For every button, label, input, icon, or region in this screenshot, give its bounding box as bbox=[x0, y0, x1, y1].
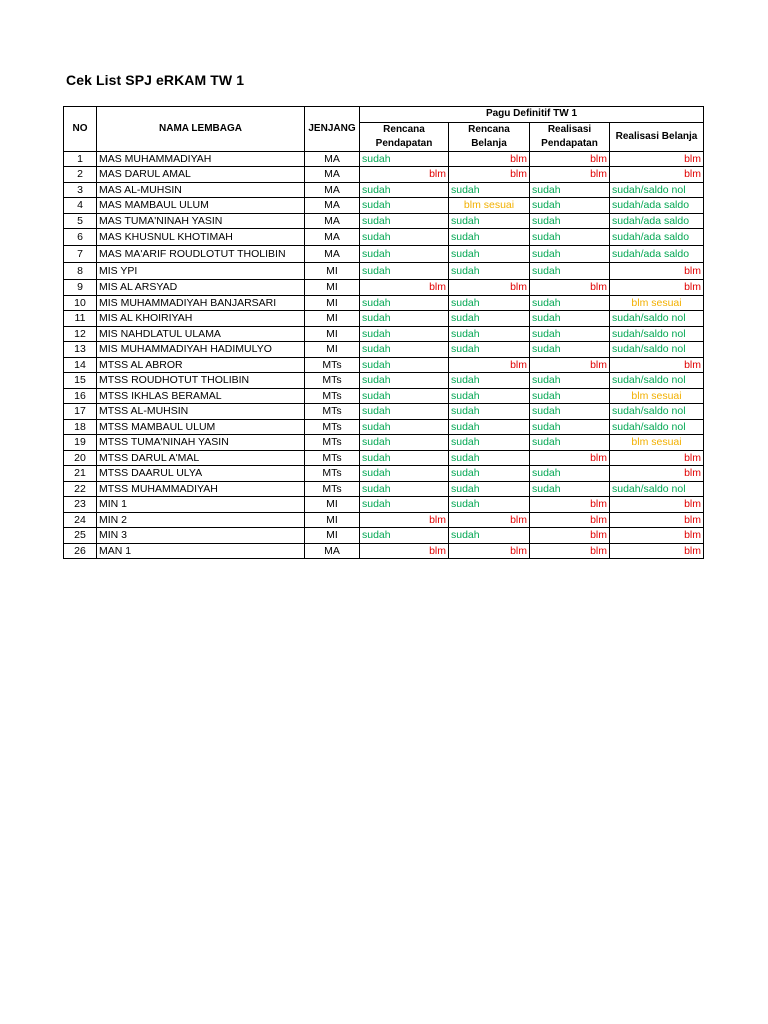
cell-no: 21 bbox=[64, 466, 97, 482]
cell-jenjang: MA bbox=[305, 182, 360, 198]
cell-no: 26 bbox=[64, 543, 97, 559]
cell-rencana-belanja: sudah bbox=[449, 213, 530, 229]
header-rencana-pendapatan: Rencana Pendapatan bbox=[360, 122, 449, 151]
table-row bbox=[64, 280, 704, 296]
cell-no: 19 bbox=[64, 435, 97, 451]
cell-rencana-pendapatan: sudah bbox=[360, 388, 449, 404]
cell-realisasi-belanja: blm bbox=[610, 512, 704, 528]
cell-rencana-belanja: sudah bbox=[449, 435, 530, 451]
cell-realisasi-pendapatan: sudah bbox=[530, 466, 610, 482]
table-row bbox=[64, 388, 704, 404]
cell-jenjang: MTs bbox=[305, 404, 360, 420]
cell-rencana-belanja: blm sesuai bbox=[449, 198, 530, 214]
cell-no: 25 bbox=[64, 528, 97, 544]
cell-realisasi-belanja: sudah/saldo nol bbox=[610, 481, 704, 497]
cell-realisasi-belanja: sudah/saldo nol bbox=[610, 182, 704, 198]
table-row bbox=[64, 326, 704, 342]
cell-nama-lembaga: MTSS DARUL A'MAL bbox=[97, 450, 305, 466]
table-row bbox=[64, 497, 704, 513]
cell-nama-lembaga: MAS MUHAMMADIYAH bbox=[97, 151, 305, 167]
table-row bbox=[64, 481, 704, 497]
cell-nama-lembaga: MAS AL-MUHSIN bbox=[97, 182, 305, 198]
cell-rencana-pendapatan: blm bbox=[360, 512, 449, 528]
cell-realisasi-belanja: blm bbox=[610, 151, 704, 167]
cell-rencana-belanja: blm bbox=[449, 151, 530, 167]
cell-nama-lembaga: MIN 3 bbox=[97, 528, 305, 544]
table-row bbox=[64, 182, 704, 198]
cell-realisasi-belanja: sudah/ada saldo bbox=[610, 198, 704, 214]
cell-realisasi-pendapatan: blm bbox=[530, 167, 610, 183]
table-row bbox=[64, 295, 704, 311]
cell-rencana-belanja: sudah bbox=[449, 373, 530, 389]
table-row bbox=[64, 435, 704, 451]
cell-no: 15 bbox=[64, 373, 97, 389]
cell-rencana-pendapatan: sudah bbox=[360, 481, 449, 497]
cell-rencana-belanja: sudah bbox=[449, 311, 530, 327]
cell-nama-lembaga: MIS YPI bbox=[97, 263, 305, 280]
cell-realisasi-pendapatan: blm bbox=[530, 450, 610, 466]
cell-rencana-pendapatan: sudah bbox=[360, 419, 449, 435]
table-row bbox=[64, 167, 704, 183]
cell-no: 3 bbox=[64, 182, 97, 198]
cell-realisasi-pendapatan: blm bbox=[530, 497, 610, 513]
cell-rencana-belanja: sudah bbox=[449, 419, 530, 435]
cell-nama-lembaga: MIN 1 bbox=[97, 497, 305, 513]
cell-realisasi-belanja: sudah/ada saldo bbox=[610, 229, 704, 246]
cell-realisasi-pendapatan: blm bbox=[530, 528, 610, 544]
cell-realisasi-belanja: blm bbox=[610, 466, 704, 482]
cell-no: 6 bbox=[64, 229, 97, 246]
cell-no: 12 bbox=[64, 326, 97, 342]
table-row bbox=[64, 198, 704, 214]
cell-rencana-belanja: sudah bbox=[449, 481, 530, 497]
cell-jenjang: MI bbox=[305, 512, 360, 528]
cell-rencana-belanja: sudah bbox=[449, 246, 530, 263]
cell-realisasi-belanja: sudah/saldo nol bbox=[610, 419, 704, 435]
cell-jenjang: MA bbox=[305, 229, 360, 246]
cell-rencana-pendapatan: sudah bbox=[360, 246, 449, 263]
cell-nama-lembaga: MTSS AL ABROR bbox=[97, 357, 305, 373]
cell-jenjang: MA bbox=[305, 543, 360, 559]
cell-rencana-pendapatan: sudah bbox=[360, 182, 449, 198]
cell-realisasi-pendapatan: sudah bbox=[530, 326, 610, 342]
cell-jenjang: MA bbox=[305, 198, 360, 214]
cell-jenjang: MI bbox=[305, 280, 360, 296]
cell-realisasi-belanja: blm bbox=[610, 528, 704, 544]
cell-no: 22 bbox=[64, 481, 97, 497]
header-rencana-belanja: Rencana Belanja bbox=[449, 122, 530, 151]
cell-realisasi-belanja: blm sesuai bbox=[610, 295, 704, 311]
table-row bbox=[64, 512, 704, 528]
cell-rencana-pendapatan: sudah bbox=[360, 326, 449, 342]
cell-no: 8 bbox=[64, 263, 97, 280]
cell-jenjang: MTs bbox=[305, 435, 360, 451]
cell-nama-lembaga: MAS MAMBAUL ULUM bbox=[97, 198, 305, 214]
cell-nama-lembaga: MIS AL KHOIRIYAH bbox=[97, 311, 305, 327]
cell-rencana-belanja: blm bbox=[449, 280, 530, 296]
header-realisasi-belanja: Realisasi Belanja bbox=[610, 122, 704, 151]
cell-realisasi-pendapatan: sudah bbox=[530, 213, 610, 229]
cell-nama-lembaga: MIS MUHAMMADIYAH HADIMULYO bbox=[97, 342, 305, 358]
cell-nama-lembaga: MAN 1 bbox=[97, 543, 305, 559]
cell-realisasi-belanja: blm sesuai bbox=[610, 388, 704, 404]
cell-realisasi-belanja: blm bbox=[610, 543, 704, 559]
cell-rencana-pendapatan: sudah bbox=[360, 213, 449, 229]
table-row bbox=[64, 543, 704, 559]
cell-rencana-pendapatan: sudah bbox=[360, 229, 449, 246]
cell-no: 14 bbox=[64, 357, 97, 373]
cell-jenjang: MTs bbox=[305, 481, 360, 497]
table-row bbox=[64, 151, 704, 167]
cell-rencana-belanja: sudah bbox=[449, 404, 530, 420]
cell-jenjang: MI bbox=[305, 326, 360, 342]
cell-nama-lembaga: MIS AL ARSYAD bbox=[97, 280, 305, 296]
header-nama-lembaga: NAMA LEMBAGA bbox=[97, 107, 305, 152]
checklist-table bbox=[63, 106, 704, 559]
cell-realisasi-belanja: blm bbox=[610, 357, 704, 373]
cell-realisasi-pendapatan: sudah bbox=[530, 342, 610, 358]
cell-rencana-pendapatan: sudah bbox=[360, 198, 449, 214]
table-row bbox=[64, 419, 704, 435]
cell-realisasi-pendapatan: blm bbox=[530, 151, 610, 167]
cell-no: 4 bbox=[64, 198, 97, 214]
cell-no: 7 bbox=[64, 246, 97, 263]
cell-realisasi-pendapatan: sudah bbox=[530, 295, 610, 311]
cell-rencana-belanja: blm bbox=[449, 357, 530, 373]
cell-jenjang: MTs bbox=[305, 357, 360, 373]
cell-rencana-pendapatan: sudah bbox=[360, 263, 449, 280]
cell-rencana-belanja: sudah bbox=[449, 326, 530, 342]
cell-jenjang: MTs bbox=[305, 419, 360, 435]
cell-realisasi-belanja: sudah/saldo nol bbox=[610, 311, 704, 327]
cell-rencana-belanja: sudah bbox=[449, 466, 530, 482]
cell-nama-lembaga: MTSS IKHLAS BERAMAL bbox=[97, 388, 305, 404]
cell-no: 10 bbox=[64, 295, 97, 311]
cell-rencana-pendapatan: sudah bbox=[360, 435, 449, 451]
cell-no: 13 bbox=[64, 342, 97, 358]
cell-realisasi-pendapatan: sudah bbox=[530, 311, 610, 327]
cell-nama-lembaga: MTSS MAMBAUL ULUM bbox=[97, 419, 305, 435]
cell-realisasi-belanja: sudah/saldo nol bbox=[610, 404, 704, 420]
cell-rencana-pendapatan: blm bbox=[360, 543, 449, 559]
cell-realisasi-pendapatan: sudah bbox=[530, 388, 610, 404]
cell-no: 5 bbox=[64, 213, 97, 229]
cell-realisasi-pendapatan: sudah bbox=[530, 435, 610, 451]
cell-realisasi-pendapatan: sudah bbox=[530, 404, 610, 420]
cell-realisasi-belanja: blm sesuai bbox=[610, 435, 704, 451]
cell-realisasi-pendapatan: blm bbox=[530, 280, 610, 296]
sheet-title: Cek List SPJ eRKAM TW 1 bbox=[66, 72, 245, 88]
cell-jenjang: MA bbox=[305, 246, 360, 263]
cell-rencana-belanja: sudah bbox=[449, 528, 530, 544]
cell-rencana-pendapatan: sudah bbox=[360, 295, 449, 311]
cell-realisasi-pendapatan: sudah bbox=[530, 419, 610, 435]
table-body bbox=[64, 151, 704, 559]
cell-rencana-belanja: blm bbox=[449, 167, 530, 183]
cell-jenjang: MA bbox=[305, 167, 360, 183]
cell-rencana-belanja: sudah bbox=[449, 182, 530, 198]
cell-jenjang: MTs bbox=[305, 373, 360, 389]
cell-no: 11 bbox=[64, 311, 97, 327]
cell-no: 16 bbox=[64, 388, 97, 404]
cell-rencana-belanja: sudah bbox=[449, 342, 530, 358]
cell-realisasi-pendapatan: sudah bbox=[530, 481, 610, 497]
table-row bbox=[64, 404, 704, 420]
cell-no: 18 bbox=[64, 419, 97, 435]
cell-nama-lembaga: MIS NAHDLATUL ULAMA bbox=[97, 326, 305, 342]
cell-realisasi-belanja: blm bbox=[610, 263, 704, 280]
cell-nama-lembaga: MAS KHUSNUL KHOTIMAH bbox=[97, 229, 305, 246]
cell-rencana-belanja: sudah bbox=[449, 388, 530, 404]
cell-rencana-pendapatan: blm bbox=[360, 280, 449, 296]
cell-no: 2 bbox=[64, 167, 97, 183]
table-row bbox=[64, 373, 704, 389]
cell-jenjang: MTs bbox=[305, 450, 360, 466]
cell-rencana-pendapatan: sudah bbox=[360, 151, 449, 167]
cell-no: 9 bbox=[64, 280, 97, 296]
cell-realisasi-belanja: sudah/ada saldo bbox=[610, 213, 704, 229]
cell-nama-lembaga: MIS MUHAMMADIYAH BANJARSARI bbox=[97, 295, 305, 311]
cell-rencana-pendapatan: sudah bbox=[360, 311, 449, 327]
cell-jenjang: MI bbox=[305, 497, 360, 513]
cell-jenjang: MTs bbox=[305, 466, 360, 482]
cell-nama-lembaga: MAS MA'ARIF ROUDLOTUT THOLIBIN bbox=[97, 246, 305, 263]
table-row bbox=[64, 357, 704, 373]
cell-realisasi-pendapatan: sudah bbox=[530, 373, 610, 389]
cell-nama-lembaga: MAS TUMA'NINAH YASIN bbox=[97, 213, 305, 229]
table-row bbox=[64, 450, 704, 466]
cell-realisasi-pendapatan: sudah bbox=[530, 182, 610, 198]
cell-rencana-belanja: sudah bbox=[449, 229, 530, 246]
cell-realisasi-belanja: sudah/saldo nol bbox=[610, 373, 704, 389]
cell-realisasi-belanja: blm bbox=[610, 280, 704, 296]
cell-realisasi-belanja: sudah/saldo nol bbox=[610, 326, 704, 342]
cell-realisasi-pendapatan: sudah bbox=[530, 246, 610, 263]
table-row bbox=[64, 229, 704, 246]
header-realisasi-pendapatan: Realisasi Pendapatan bbox=[530, 122, 610, 151]
cell-rencana-pendapatan: sudah bbox=[360, 357, 449, 373]
table-row bbox=[64, 263, 704, 280]
cell-realisasi-pendapatan: blm bbox=[530, 357, 610, 373]
header-jenjang: JENJANG bbox=[305, 107, 360, 152]
cell-rencana-belanja: blm bbox=[449, 543, 530, 559]
cell-nama-lembaga: MTSS ROUDHOTUT THOLIBIN bbox=[97, 373, 305, 389]
cell-no: 17 bbox=[64, 404, 97, 420]
cell-realisasi-belanja: blm bbox=[610, 450, 704, 466]
cell-realisasi-belanja: sudah/ada saldo bbox=[610, 246, 704, 263]
cell-rencana-belanja: blm bbox=[449, 512, 530, 528]
cell-no: 1 bbox=[64, 151, 97, 167]
cell-rencana-belanja: sudah bbox=[449, 497, 530, 513]
cell-no: 20 bbox=[64, 450, 97, 466]
cell-rencana-pendapatan: sudah bbox=[360, 466, 449, 482]
cell-rencana-pendapatan: sudah bbox=[360, 404, 449, 420]
cell-rencana-pendapatan: blm bbox=[360, 167, 449, 183]
cell-jenjang: MI bbox=[305, 528, 360, 544]
cell-nama-lembaga: MTSS DAARUL ULYA bbox=[97, 466, 305, 482]
table-row bbox=[64, 246, 704, 263]
cell-realisasi-pendapatan: blm bbox=[530, 543, 610, 559]
table-row bbox=[64, 342, 704, 358]
cell-realisasi-belanja: blm bbox=[610, 167, 704, 183]
cell-rencana-belanja: sudah bbox=[449, 450, 530, 466]
table-row bbox=[64, 213, 704, 229]
cell-no: 24 bbox=[64, 512, 97, 528]
table-row bbox=[64, 466, 704, 482]
cell-rencana-pendapatan: sudah bbox=[360, 342, 449, 358]
cell-realisasi-pendapatan: sudah bbox=[530, 229, 610, 246]
cell-jenjang: MI bbox=[305, 263, 360, 280]
cell-nama-lembaga: MTSS MUHAMMADIYAH bbox=[97, 481, 305, 497]
cell-jenjang: MTs bbox=[305, 388, 360, 404]
cell-nama-lembaga: MTSS TUMA'NINAH YASIN bbox=[97, 435, 305, 451]
cell-jenjang: MA bbox=[305, 151, 360, 167]
cell-nama-lembaga: MIN 2 bbox=[97, 512, 305, 528]
cell-realisasi-belanja: sudah/saldo nol bbox=[610, 342, 704, 358]
header-no: NO bbox=[64, 107, 97, 152]
cell-jenjang: MA bbox=[305, 213, 360, 229]
cell-realisasi-belanja: blm bbox=[610, 497, 704, 513]
cell-nama-lembaga: MAS DARUL AMAL bbox=[97, 167, 305, 183]
cell-rencana-pendapatan: sudah bbox=[360, 373, 449, 389]
cell-jenjang: MI bbox=[305, 311, 360, 327]
cell-realisasi-pendapatan: sudah bbox=[530, 263, 610, 280]
cell-jenjang: MI bbox=[305, 295, 360, 311]
cell-rencana-pendapatan: sudah bbox=[360, 450, 449, 466]
cell-rencana-pendapatan: sudah bbox=[360, 497, 449, 513]
cell-rencana-belanja: sudah bbox=[449, 263, 530, 280]
cell-jenjang: MI bbox=[305, 342, 360, 358]
table-row bbox=[64, 311, 704, 327]
cell-no: 23 bbox=[64, 497, 97, 513]
cell-realisasi-pendapatan: sudah bbox=[530, 198, 610, 214]
cell-nama-lembaga: MTSS AL-MUHSIN bbox=[97, 404, 305, 420]
table-row bbox=[64, 528, 704, 544]
cell-rencana-pendapatan: sudah bbox=[360, 528, 449, 544]
header-pagu-definitif: Pagu Definitif TW 1 bbox=[360, 107, 704, 123]
cell-realisasi-pendapatan: blm bbox=[530, 512, 610, 528]
cell-rencana-belanja: sudah bbox=[449, 295, 530, 311]
